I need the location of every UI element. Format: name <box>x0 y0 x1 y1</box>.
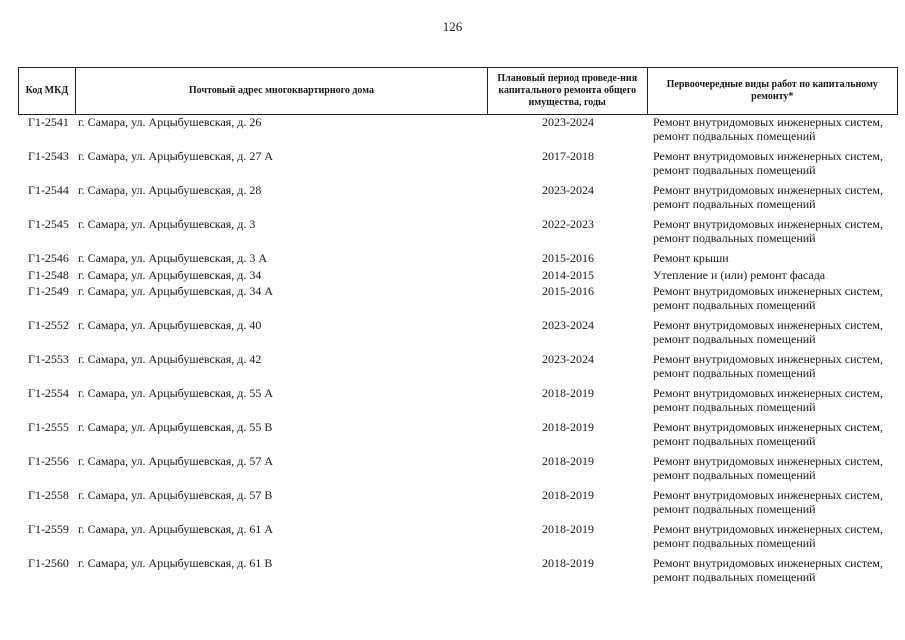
cell-work: Ремонт внутридомовых инженерных систем, ремонт подвальных помещений <box>653 183 883 211</box>
table-row <box>18 149 898 177</box>
cell-address: г. Самара, ул. Арцыбушевская, д. 3 А <box>78 251 268 265</box>
capital-repair-table <box>18 67 898 584</box>
cell-code: Г1-2541 <box>28 115 69 129</box>
cell-period: 2018-2019 <box>542 386 594 400</box>
table-row <box>18 386 898 414</box>
cell-period: 2018-2019 <box>542 488 594 502</box>
cell-address: г. Самара, ул. Арцыбушевская, д. 28 <box>78 183 262 197</box>
cell-period: 2018-2019 <box>542 556 594 570</box>
cell-work: Ремонт внутридомовых инженерных систем, ремонт подвальных помещений <box>653 420 883 448</box>
cell-period: 2023-2024 <box>542 318 594 332</box>
cell-period: 2017-2018 <box>542 149 594 163</box>
cell-period: 2023-2024 <box>542 183 594 197</box>
cell-code: Г1-2552 <box>28 318 69 332</box>
cell-code: Г1-2544 <box>28 183 69 197</box>
table-row <box>18 217 898 245</box>
cell-code: Г1-2543 <box>28 149 69 163</box>
cell-period: 2018-2019 <box>542 420 594 434</box>
cell-period: 2023-2024 <box>542 115 594 129</box>
cell-code: Г1-2560 <box>28 556 69 570</box>
cell-code: Г1-2546 <box>28 251 69 265</box>
cell-code: Г1-2548 <box>28 268 69 282</box>
cell-period: 2023-2024 <box>542 352 594 366</box>
cell-work: Ремонт внутридомовых инженерных систем, ремонт подвальных помещений <box>653 522 883 550</box>
cell-period: 2022-2023 <box>542 217 594 231</box>
table-row <box>18 318 898 346</box>
cell-address: г. Самара, ул. Арцыбушевская, д. 55 В <box>78 420 273 434</box>
cell-address: г. Самара, ул. Арцыбушевская, д. 40 <box>78 318 262 332</box>
cell-period: 2014-2015 <box>542 268 594 282</box>
cell-address: г. Самара, ул. Арцыбушевская, д. 27 А <box>78 149 274 163</box>
cell-work: Ремонт внутридомовых инженерных систем, ремонт подвальных помещений <box>653 352 883 380</box>
cell-code: Г1-2545 <box>28 217 69 231</box>
table-row <box>18 268 898 282</box>
cell-code: Г1-2554 <box>28 386 69 400</box>
cell-work: Ремонт внутридомовых инженерных систем, ремонт подвальных помещений <box>653 217 883 245</box>
table-row <box>18 488 898 516</box>
cell-work: Ремонт внутридомовых инженерных систем, ремонт подвальных помещений <box>653 284 883 312</box>
cell-period: 2018-2019 <box>542 454 594 468</box>
cell-address: г. Самара, ул. Арцыбушевская, д. 61 А <box>78 522 274 536</box>
cell-address: г. Самара, ул. Арцыбушевская, д. 34 А <box>78 284 274 298</box>
cell-code: Г1-2558 <box>28 488 69 502</box>
table-row <box>18 454 898 482</box>
cell-work: Ремонт внутридомовых инженерных систем, ремонт подвальных помещений <box>653 386 883 414</box>
cell-work: Ремонт внутридомовых инженерных систем, ремонт подвальных помещений <box>653 115 883 143</box>
cell-period: 2015-2016 <box>542 251 594 265</box>
cell-code: Г1-2553 <box>28 352 69 366</box>
header-code: Код МКД <box>19 68 76 114</box>
cell-address: г. Самара, ул. Арцыбушевская, д. 57 В <box>78 488 273 502</box>
table-row <box>18 251 898 265</box>
table-row <box>18 420 898 448</box>
table-row <box>18 352 898 380</box>
cell-period: 2015-2016 <box>542 284 594 298</box>
table-row <box>18 556 898 584</box>
table-row <box>18 284 898 312</box>
cell-period: 2018-2019 <box>542 522 594 536</box>
page-number: 126 <box>442 19 463 34</box>
cell-address: г. Самара, ул. Арцыбушевская, д. 34 <box>78 268 262 282</box>
cell-address: г. Самара, ул. Арцыбушевская, д. 42 <box>78 352 262 366</box>
cell-address: г. Самара, ул. Арцыбушевская, д. 61 В <box>78 556 273 570</box>
cell-work: Ремонт внутридомовых инженерных систем, ремонт подвальных помещений <box>653 318 883 346</box>
cell-address: г. Самара, ул. Арцыбушевская, д. 26 <box>78 115 262 129</box>
cell-address: г. Самара, ул. Арцыбушевская, д. 3 <box>78 217 256 231</box>
table-row <box>18 522 898 550</box>
cell-address: г. Самара, ул. Арцыбушевская, д. 55 А <box>78 386 274 400</box>
cell-work: Ремонт внутридомовых инженерных систем, ремонт подвальных помещений <box>653 454 883 482</box>
cell-code: Г1-2549 <box>28 284 69 298</box>
cell-code: Г1-2559 <box>28 522 69 536</box>
cell-work: Ремонт внутридомовых инженерных систем, ремонт подвальных помещений <box>653 488 883 516</box>
header-period: Плановый период проведе-ния капитального ремонта общего имущества, годы <box>488 68 648 114</box>
table-row <box>18 115 898 143</box>
cell-work: Утепление и (или) ремонт фасада <box>653 268 826 282</box>
header-address: Почтовый адрес многоквартирного дома <box>76 68 488 114</box>
table-header <box>18 67 898 115</box>
cell-work: Ремонт крыши <box>653 251 729 265</box>
cell-code: Г1-2556 <box>28 454 69 468</box>
cell-work: Ремонт внутридомовых инженерных систем, ремонт подвальных помещений <box>653 556 883 584</box>
cell-address: г. Самара, ул. Арцыбушевская, д. 57 А <box>78 454 274 468</box>
cell-code: Г1-2555 <box>28 420 69 434</box>
header-work: Первоочередные виды работ по капитальному ремонту* <box>666 79 878 102</box>
table-row <box>18 183 898 211</box>
cell-work: Ремонт внутридомовых инженерных систем, ремонт подвальных помещений <box>653 149 883 177</box>
